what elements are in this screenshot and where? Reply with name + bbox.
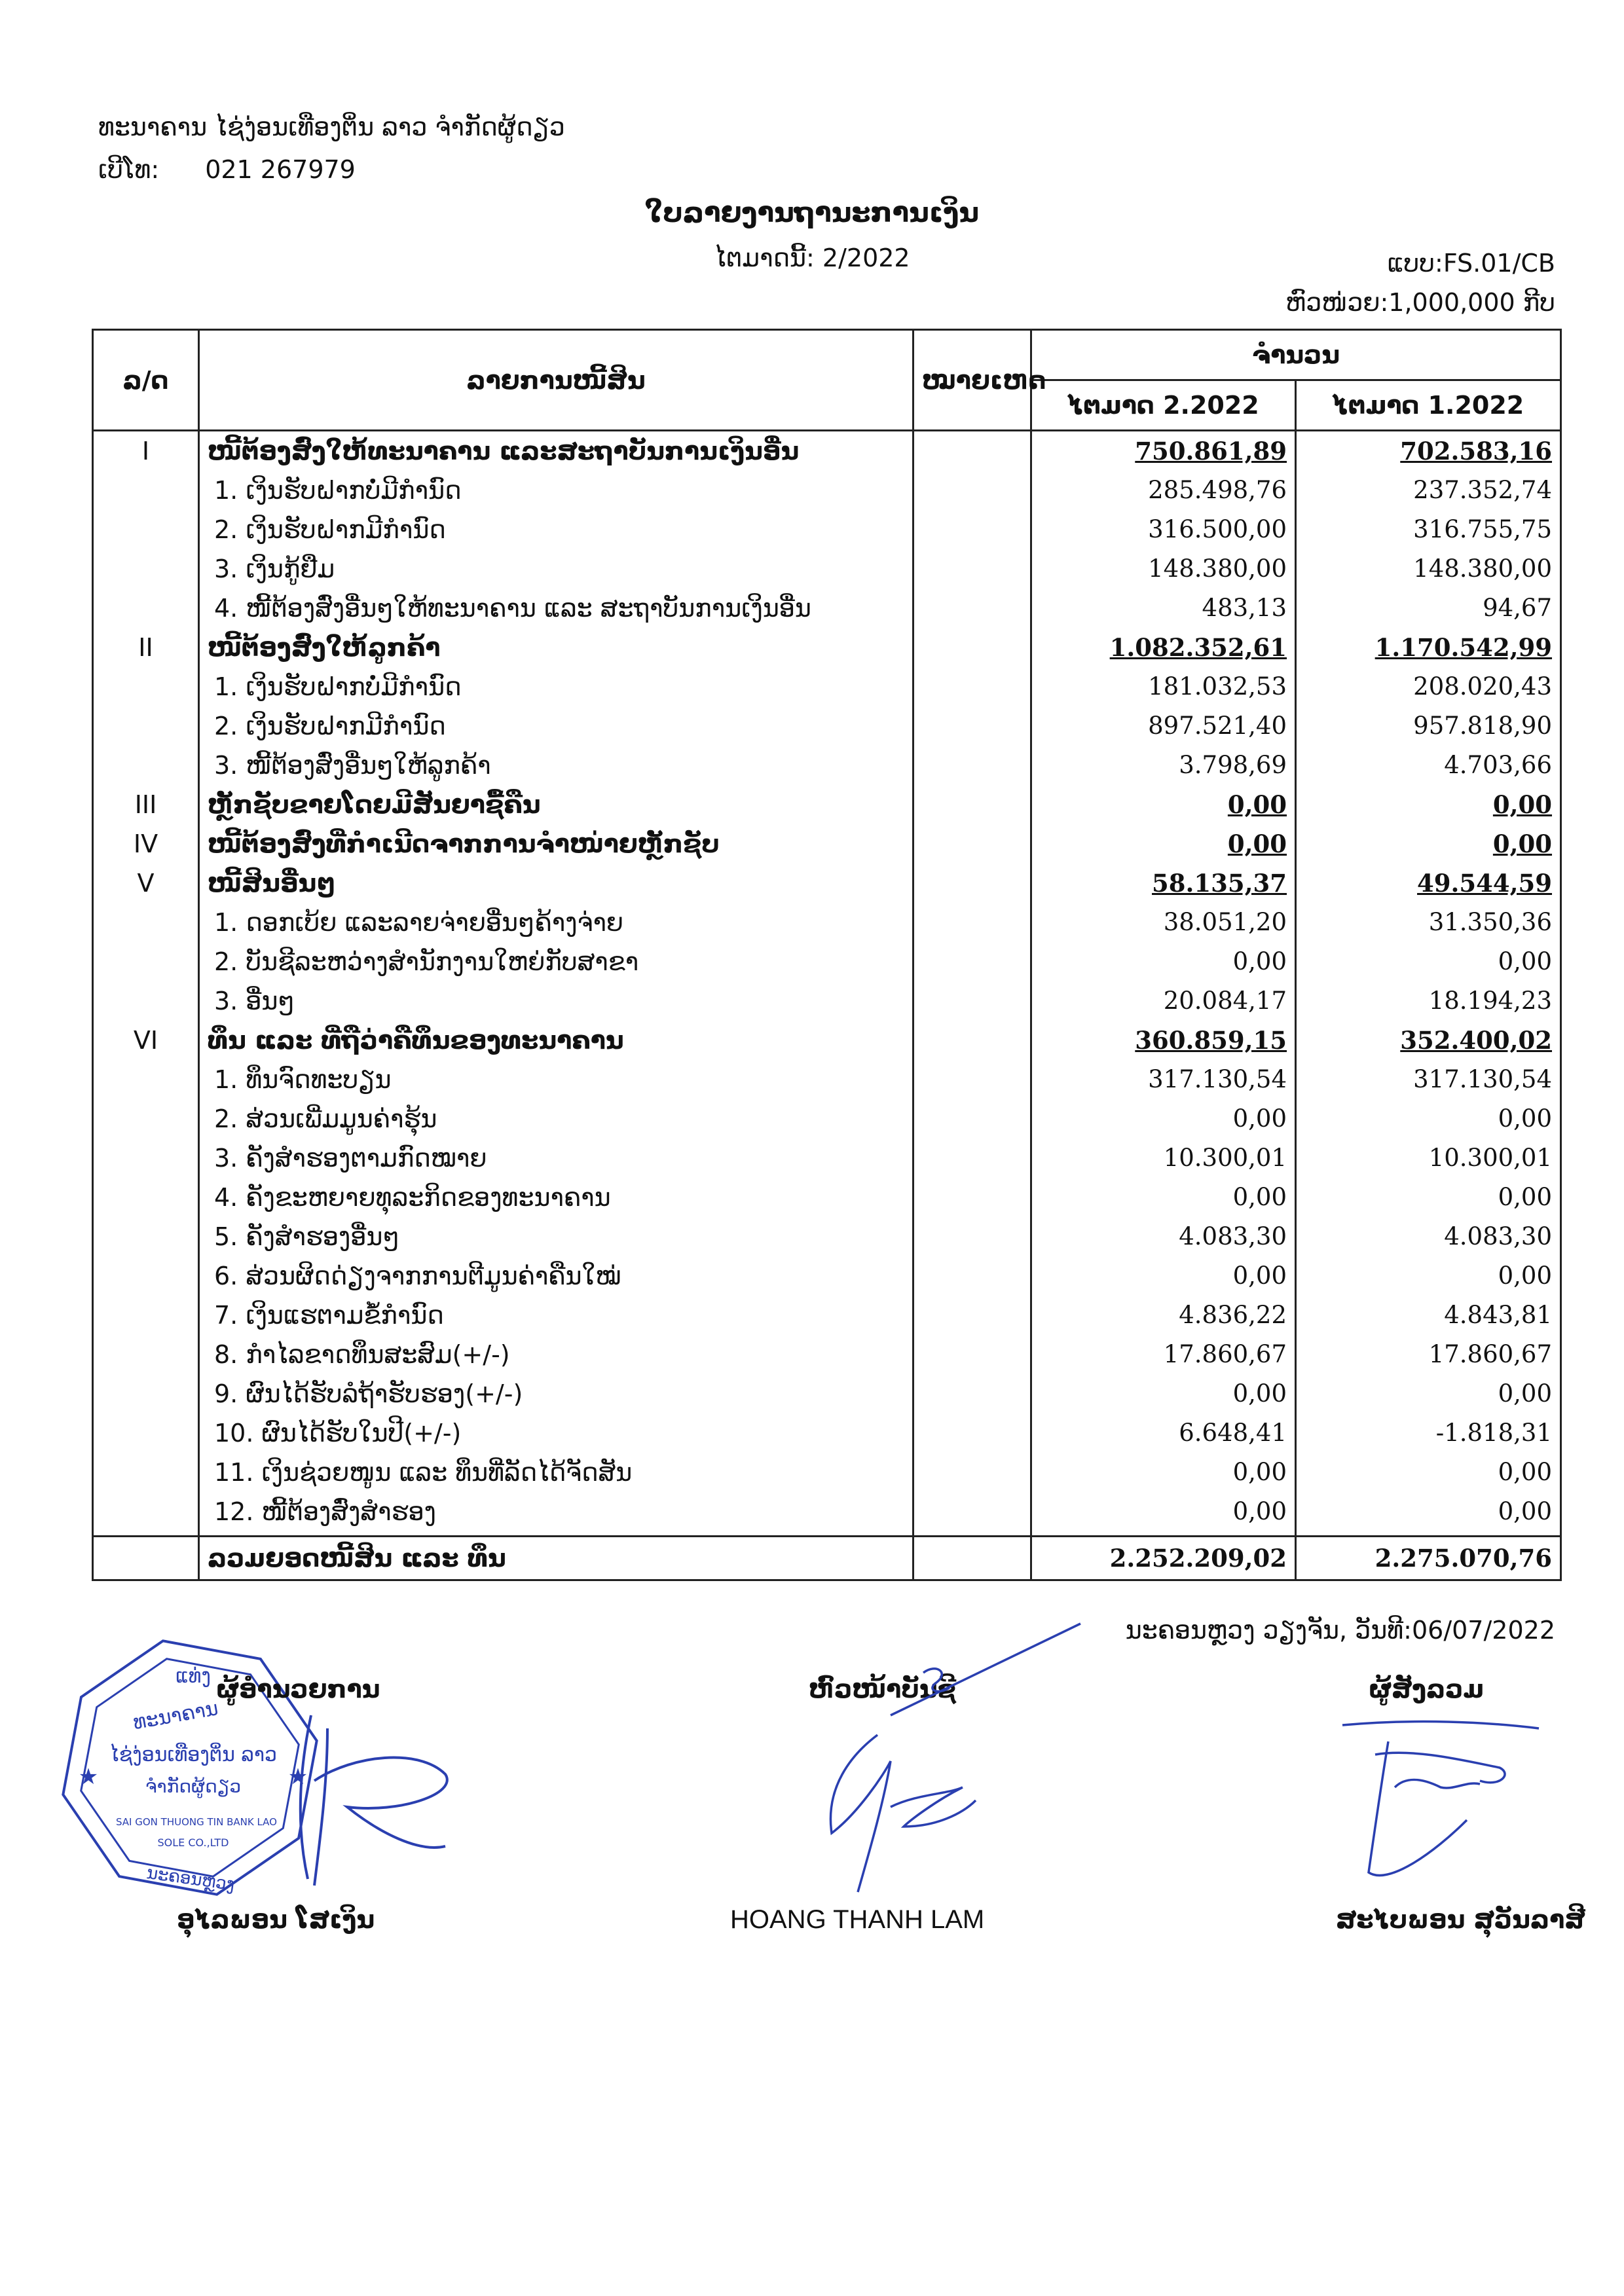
row-note: [913, 981, 1031, 1021]
stamp-text-en1: SAI GON THUONG TIN BANK LAO: [116, 1816, 277, 1828]
row-current-amount: 0,00: [1031, 942, 1296, 981]
row-previous-amount: 94,67: [1296, 589, 1561, 628]
row-note: [913, 706, 1031, 746]
star-icon: ★: [78, 1764, 99, 1790]
table-row: [93, 1217, 1561, 1256]
table-row: [93, 471, 1561, 510]
row-current-amount: 0,00: [1031, 785, 1296, 824]
preparer-signature: [1336, 1715, 1552, 1912]
report-period: ໄຕມາດນີ້: 2/2022: [714, 244, 910, 272]
table-row: [93, 1256, 1561, 1296]
row-number: [93, 589, 199, 628]
row-number: [93, 1296, 199, 1335]
row-number: [93, 1256, 199, 1296]
row-note: [913, 1296, 1031, 1335]
stamp-text-top: ແທ່ງ: [175, 1665, 211, 1688]
row-number: [93, 1453, 199, 1492]
row-previous-amount: 702.583,16: [1296, 431, 1561, 471]
row-number: [93, 1335, 199, 1374]
phone-value: 021 267979: [205, 155, 356, 184]
row-current-amount: 316.500,00: [1031, 510, 1296, 549]
row-note: [913, 1335, 1031, 1374]
row-number: [93, 549, 199, 589]
row-previous-amount: -1.818,31: [1296, 1413, 1561, 1453]
table-row: [93, 1178, 1561, 1217]
table-row: [93, 1296, 1561, 1335]
accountant-signature: [740, 1611, 1107, 1912]
row-note: [913, 628, 1031, 667]
table-row: [93, 903, 1561, 942]
row-note: [913, 942, 1031, 981]
row-current-amount: 4.836,22: [1031, 1296, 1296, 1335]
row-current-amount: 3.798,69: [1031, 746, 1296, 785]
table-row: [93, 1374, 1561, 1413]
row-number: [93, 1413, 199, 1453]
row-item: 9. ຜົນໄດ້ຮັບລໍຖ້າຮັບຮອງ(+/-): [199, 1374, 913, 1413]
currency-unit: ຫົວໜ່ວຍ:1,000,000 ກີບ: [1285, 288, 1555, 317]
table-row: [93, 981, 1561, 1021]
accountant-name: HOANG THANH LAM: [730, 1905, 985, 1934]
row-previous-amount: 148.380,00: [1296, 549, 1561, 589]
row-item: ຫຼັກຊັບຂາຍໂດຍມີສັນຍາຊື້ຄືນ: [199, 785, 913, 824]
section-row: [93, 864, 1561, 903]
row-previous-amount: 49.544,59: [1296, 864, 1561, 903]
row-previous-amount: 0,00: [1296, 1099, 1561, 1139]
stamp-text-line3: ຈຳກັດຜູ້ດຽວ: [145, 1776, 242, 1797]
row-number: [93, 981, 199, 1021]
row-number: [93, 1099, 199, 1139]
row-current-amount: 0,00: [1031, 1453, 1296, 1492]
row-item: 1. ເງິນຮັບຝາກບໍ່ມີກຳນົດ: [199, 471, 913, 510]
row-previous-amount: 208.020,43: [1296, 667, 1561, 706]
director-name: ອຸໄລພອນ ໂສເງິນ: [177, 1905, 375, 1934]
col-header-previous-quarter: ໄຕມາດ 1.2022: [1296, 380, 1561, 431]
row-note: [913, 589, 1031, 628]
row-previous-amount: 0,00: [1296, 1256, 1561, 1296]
row-current-amount: 317.130,54: [1031, 1060, 1296, 1099]
document-title: ໃບລາຍງານຖານະການເງິນ: [644, 196, 980, 228]
row-number: [93, 1178, 199, 1217]
row-item: 1. ເງິນຮັບຝາກບໍ່ມີກຳນົດ: [199, 667, 913, 706]
row-number: V: [93, 864, 199, 903]
row-current-amount: 483,13: [1031, 589, 1296, 628]
row-number: [93, 471, 199, 510]
row-item: 2. ບັນຊີລະຫວ່າງສຳນັກງານໃຫຍ່ກັບສາຂາ: [199, 942, 913, 981]
row-item: ໜີ້ຕ້ອງສົ່ງທີ່ກຳເນີດຈາກການຈຳໜ່າຍຫຼັກຊັບ: [199, 824, 913, 864]
table-row: [93, 1413, 1561, 1453]
row-previous-amount: 316.755,75: [1296, 510, 1561, 549]
row-current-amount: 4.083,30: [1031, 1217, 1296, 1256]
row-current-amount: 20.084,17: [1031, 981, 1296, 1021]
row-note: [913, 1060, 1031, 1099]
row-previous-amount: 352.400,02: [1296, 1021, 1561, 1060]
director-signature: [249, 1702, 465, 1899]
row-number: [93, 667, 199, 706]
col-header-no: ລ/ດ: [93, 330, 199, 431]
row-current-amount: 0,00: [1031, 824, 1296, 864]
section-row: [93, 1021, 1561, 1060]
row-current-amount: 58.135,37: [1031, 864, 1296, 903]
row-item: 3. ອື່ນໆ: [199, 981, 913, 1021]
table-body: [93, 431, 1561, 1580]
row-previous-amount: 18.194,23: [1296, 981, 1561, 1021]
star-icon: ★: [287, 1764, 308, 1790]
row-current-amount: 1.082.352,61: [1031, 628, 1296, 667]
table-row: [93, 942, 1561, 981]
row-item: 11. ເງິນຊ່ວຍໜູນ ແລະ ທຶນທີ່ລັດໄດ້ຈັດສັນ: [199, 1453, 913, 1492]
stamp-text-line2: ໄຊ່ງ່ອນເທືອງຕິ່ນ ລາວ: [109, 1743, 277, 1766]
row-current-amount: 10.300,01: [1031, 1139, 1296, 1178]
col-header-note: ໝາຍເຫດ: [913, 330, 1031, 431]
row-number: I: [93, 431, 199, 471]
row-number: [93, 746, 199, 785]
row-item: 3. ເງິນກູ້ຢືມ: [199, 549, 913, 589]
col-header-amount: ຈຳນວນ: [1031, 330, 1561, 380]
table-row: [93, 549, 1561, 589]
row-number: [93, 1139, 199, 1178]
row-previous-amount: 0,00: [1296, 824, 1561, 864]
row-item: ໜີ້ສິນອື່ນໆ: [199, 864, 913, 903]
row-item: 6. ສ່ວນຜິດດ່ຽງຈາກການຕີມູນຄ່າຄືນໃໝ່: [199, 1256, 913, 1296]
table-row: [93, 706, 1561, 746]
row-item: 10. ຜົນໄດ້ຮັບໃນປີ(+/-): [199, 1413, 913, 1453]
row-number: III: [93, 785, 199, 824]
row-number: II: [93, 628, 199, 667]
row-current-amount: 0,00: [1031, 1492, 1296, 1537]
row-current-amount: 148.380,00: [1031, 549, 1296, 589]
row-number: [93, 1217, 199, 1256]
row-current-amount: 897.521,40: [1031, 706, 1296, 746]
row-item: 7. ເງິນແຮຕາມຂໍ້ກຳນົດ: [199, 1296, 913, 1335]
row-current-amount: 17.860,67: [1031, 1335, 1296, 1374]
row-note: [913, 824, 1031, 864]
col-header-current-quarter: ໄຕມາດ 2.2022: [1031, 380, 1296, 431]
table-row: [93, 667, 1561, 706]
total-label: ລວມຍອດໜີ້ສິນ ແລະ ທຶນ: [199, 1537, 913, 1580]
row-note: [913, 864, 1031, 903]
table-row: [93, 589, 1561, 628]
row-note: [913, 1374, 1031, 1413]
director-title: ຜູ້ອຳນວຍການ: [216, 1675, 380, 1704]
total-row: [93, 1537, 1561, 1580]
row-previous-amount: 4.703,66: [1296, 746, 1561, 785]
preparer-name: ສະໄບພອນ ສຸວັນລາສີ: [1336, 1905, 1585, 1934]
row-note: [913, 1139, 1031, 1178]
row-previous-amount: 0,00: [1296, 785, 1561, 824]
total-number: [93, 1537, 199, 1580]
row-number: [93, 1492, 199, 1537]
row-current-amount: 0,00: [1031, 1099, 1296, 1139]
row-note: [913, 1021, 1031, 1060]
row-previous-amount: 10.300,01: [1296, 1139, 1561, 1178]
place-and-date: ນະຄອນຫຼວງ ວຽງຈັນ, ວັນທີ:06/07/2022: [1125, 1616, 1555, 1645]
row-previous-amount: 957.818,90: [1296, 706, 1561, 746]
row-note: [913, 667, 1031, 706]
row-number: [93, 1060, 199, 1099]
row-previous-amount: 317.130,54: [1296, 1060, 1561, 1099]
row-item: 2. ເງິນຮັບຝາກມີກຳນົດ: [199, 510, 913, 549]
table-row: [93, 510, 1561, 549]
row-number: [93, 706, 199, 746]
row-note: [913, 549, 1031, 589]
row-item: 12. ໜີ້ຕ້ອງສົ່ງສຳຮອງ: [199, 1492, 913, 1537]
row-item: 8. ກຳໄລຂາດທຶນສະສົມ(+/-): [199, 1335, 913, 1374]
phone-label: ເບີໂທ:: [98, 155, 160, 184]
bank-name: ທະນາຄານ ໄຊ່ງ່ອນເທືອງຕິ່ນ ລາວ ຈຳກັດຜູ້ດຽວ: [98, 113, 565, 141]
table-row: [93, 1060, 1561, 1099]
row-number: IV: [93, 824, 199, 864]
row-previous-amount: 0,00: [1296, 1453, 1561, 1492]
table-row: [93, 1492, 1561, 1537]
row-current-amount: 750.861,89: [1031, 431, 1296, 471]
financial-statement-table: [92, 329, 1562, 1581]
row-item: ໜີ້ຕ້ອງສົ່ງໃຫ້ລູກຄ້າ: [199, 628, 913, 667]
row-current-amount: 6.648,41: [1031, 1413, 1296, 1453]
total-current-amount: 2.252.209,02: [1031, 1537, 1296, 1580]
row-previous-amount: 4.083,30: [1296, 1217, 1561, 1256]
row-item: 1. ທຶນຈົດທະບຽນ: [199, 1060, 913, 1099]
row-item: 4. ຄັງຂະຫຍາຍທຸລະກິດຂອງທະນາຄານ: [199, 1178, 913, 1217]
row-previous-amount: 0,00: [1296, 1374, 1561, 1413]
preparer-title: ຜູ້ສັງລວມ: [1369, 1675, 1485, 1704]
row-item: ໜີ້ຕ້ອງສົ່ງໃຫ້ທະນາຄານ ແລະສະຖາບັນການເງິນອື່ນ: [199, 431, 913, 471]
row-item: 2. ສ່ວນເພີ່ມມູນຄ່າຮຸ້ນ: [199, 1099, 913, 1139]
row-previous-amount: 237.352,74: [1296, 471, 1561, 510]
row-note: [913, 746, 1031, 785]
row-number: [93, 1374, 199, 1413]
row-previous-amount: 17.860,67: [1296, 1335, 1561, 1374]
total-note: [913, 1537, 1031, 1580]
row-note: [913, 471, 1031, 510]
section-row: [93, 628, 1561, 667]
row-item: 2. ເງິນຮັບຝາກມີກຳນົດ: [199, 706, 913, 746]
stamp-text-en2: SOLE CO.,LTD: [157, 1836, 229, 1849]
stamp-text-line1: ທະນາຄານ: [131, 1697, 220, 1735]
col-header-item: ລາຍການໜີ້ສິນ: [199, 330, 913, 431]
table-row: [93, 1139, 1561, 1178]
row-previous-amount: 1.170.542,99: [1296, 628, 1561, 667]
row-current-amount: 181.032,53: [1031, 667, 1296, 706]
row-note: [913, 1178, 1031, 1217]
section-row: [93, 431, 1561, 471]
row-note: [913, 1492, 1031, 1537]
row-note: [913, 785, 1031, 824]
total-previous-amount: 2.275.070,76: [1296, 1537, 1561, 1580]
chief-accountant-title: ຫົວໜ້າບັນຊີ: [809, 1675, 956, 1704]
row-note: [913, 1413, 1031, 1453]
row-current-amount: 285.498,76: [1031, 471, 1296, 510]
row-previous-amount: 0,00: [1296, 942, 1561, 981]
section-row: [93, 824, 1561, 864]
row-note: [913, 1099, 1031, 1139]
table-row: [93, 1335, 1561, 1374]
table-row: [93, 1099, 1561, 1139]
row-item: 3. ໜີ້ຕ້ອງສົ່ງອື່ນໆໃຫ້ລູກຄ້າ: [199, 746, 913, 785]
row-note: [913, 431, 1031, 471]
row-number: [93, 510, 199, 549]
row-current-amount: 38.051,20: [1031, 903, 1296, 942]
row-note: [913, 903, 1031, 942]
row-number: [93, 903, 199, 942]
row-current-amount: 0,00: [1031, 1178, 1296, 1217]
row-note: [913, 1217, 1031, 1256]
row-previous-amount: 31.350,36: [1296, 903, 1561, 942]
table-row: [93, 746, 1561, 785]
stamp-text-bottom: ນະຄອນຫຼວງ: [145, 1863, 236, 1895]
row-item: 5. ຄັງສຳຮອງອື່ນໆ: [199, 1217, 913, 1256]
phone-line: [98, 154, 356, 185]
row-previous-amount: 0,00: [1296, 1492, 1561, 1537]
section-row: [93, 785, 1561, 824]
form-code: ແບບ:FS.01/CB: [1387, 249, 1555, 278]
row-item: 1. ດອກເບ້ຍ ແລະລາຍຈ່າຍອື່ນໆຄ້າງຈ່າຍ: [199, 903, 913, 942]
row-current-amount: 0,00: [1031, 1374, 1296, 1413]
row-previous-amount: 0,00: [1296, 1178, 1561, 1217]
row-note: [913, 510, 1031, 549]
row-number: [93, 942, 199, 981]
row-note: [913, 1256, 1031, 1296]
row-previous-amount: 4.843,81: [1296, 1296, 1561, 1335]
row-number: VI: [93, 1021, 199, 1060]
row-note: [913, 1453, 1031, 1492]
row-item: ທຶນ ແລະ ທີ່ຖືວ່າຄືທຶນຂອງທະນາຄານ: [199, 1021, 913, 1060]
row-current-amount: 360.859,15: [1031, 1021, 1296, 1060]
table-row: [93, 1453, 1561, 1492]
row-item: 3. ຄັງສຳຮອງຕາມກົດໝາຍ: [199, 1139, 913, 1178]
row-item: 4. ໜີ້ຕ້ອງສົ່ງອື່ນໆໃຫ້ທະນາຄານ ແລະ ສະຖາບັນການເງິນອື່ນ: [199, 589, 913, 628]
row-current-amount: 0,00: [1031, 1256, 1296, 1296]
